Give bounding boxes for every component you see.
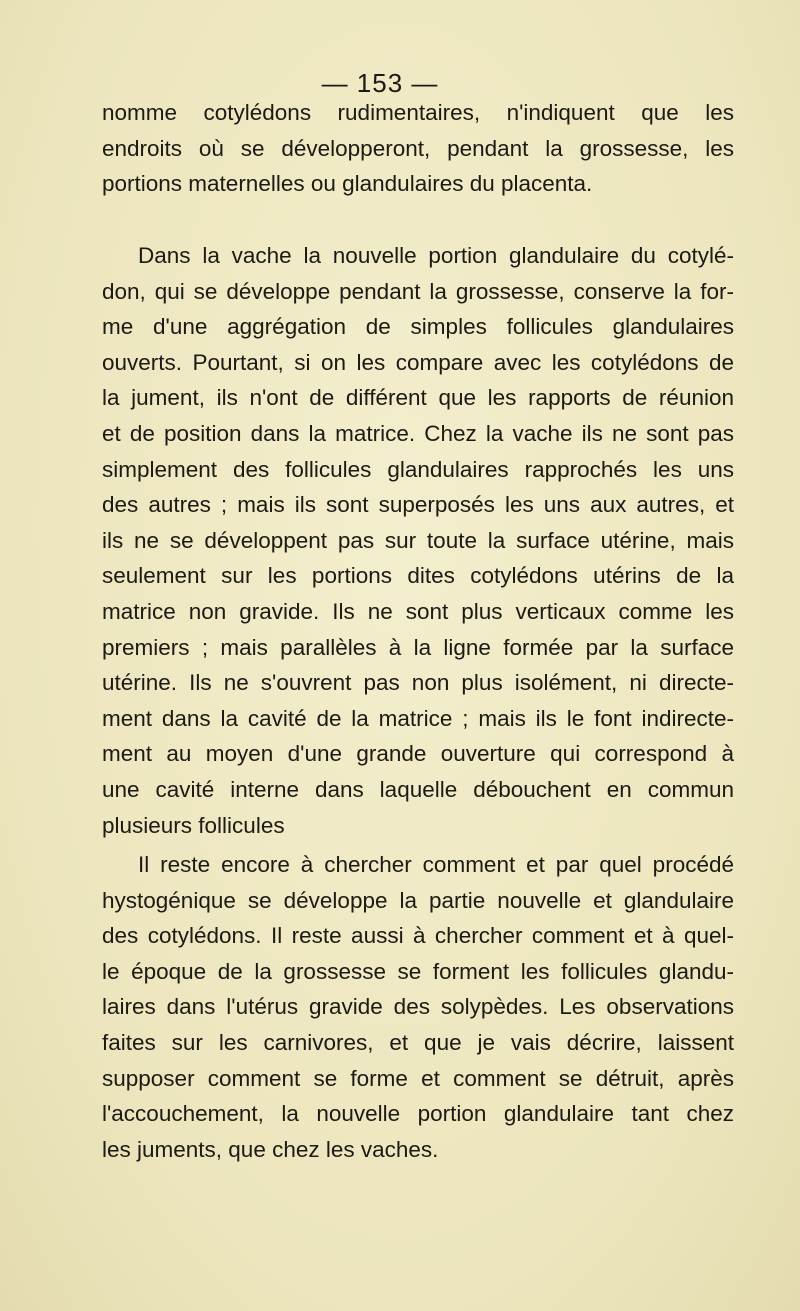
text-line: matrice non gravide. Ils ne sont plus verticaux comme les [102, 598, 734, 624]
text-line: me d'une aggrégation de simples follicules glandulaires [102, 314, 734, 340]
text-line: et de position dans la matrice. Chez la vache ils ne sont pas [102, 420, 734, 446]
text-line: faites sur les carnivores, et que je vais décrire, laissent [102, 1029, 734, 1055]
text-line: ment dans la cavité de la matrice ; mais ils le font indirecte- [102, 705, 734, 731]
text-line: Dans la vache la nouvelle portion glandulaire du cotylé- [138, 243, 734, 268]
text-line: des cotylédons. Il reste aussi à chercher comment et à quel- [102, 923, 734, 949]
text-line: portions maternelles ou glandulaires du placenta. [102, 171, 593, 197]
text-line: Il reste encore à chercher comment et par quel procédé [138, 852, 734, 877]
text-line: le époque de la grossesse se forment les follicules glandu- [102, 958, 734, 984]
text-line: ouverts. Pourtant, si on les compare avec les cotylédons de [102, 349, 734, 375]
text-line: l'accouchement, la nouvelle portion glandulaire tant chez [102, 1101, 734, 1127]
paragraph-3 [102, 847, 734, 1167]
text-line: supposer comment se forme et comment se détruit, après [102, 1065, 734, 1091]
text-line: simplement des follicules glandulaires rapprochés les uns [102, 456, 734, 482]
text-line: endroits où se développeront, pendant la grossesse, les [102, 135, 734, 161]
text-line: premiers ; mais parallèles à la ligne formée par la surface [102, 634, 734, 660]
text-line: des autres ; mais ils sont superposés les uns aux autres, et [102, 492, 734, 518]
text-line: nomme cotylédons rudimentaires, n'indiquent que les [102, 100, 734, 125]
page-number: — 153 — [321, 68, 439, 98]
text-line: la jument, ils n'ont de différent que les rapports de réunion [102, 385, 734, 411]
text-line: ment au moyen d'une grande ouverture qui correspond à [102, 741, 734, 767]
text-line: don, qui se développe pendant la grossesse, conserve la for- [102, 278, 734, 304]
text-line: les juments, que chez les vaches. [102, 1136, 439, 1162]
text-line: une cavité interne dans laquelle débouchent en commun [102, 776, 734, 802]
text-line: seulement sur les portions dites cotylédons utérins de la [102, 563, 734, 589]
text-line: utérine. Ils ne s'ouvrent pas non plus isolément, ni directe- [102, 670, 734, 696]
text-line: ils ne se développent pas sur toute la surface utérine, mais [102, 527, 734, 553]
paragraph-1 [102, 95, 734, 202]
paragraph-2 [102, 238, 734, 843]
text-line: hystogénique se développe la partie nouvelle et glandulaire [102, 887, 734, 913]
text-line: laires dans l'utérus gravide des solypèdes. Les observations [102, 994, 734, 1020]
text-line: plusieurs follicules [102, 812, 285, 838]
